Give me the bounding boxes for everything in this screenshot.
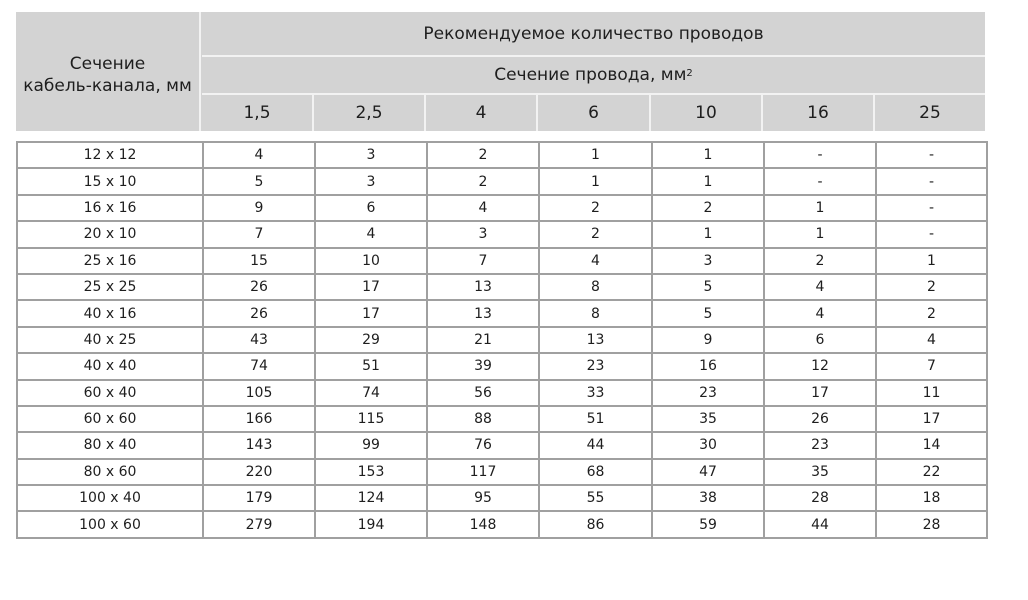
value-cell: 2 — [427, 168, 539, 194]
value-cell: 166 — [203, 406, 315, 432]
row-section-cell: 40 x 25 — [17, 327, 203, 353]
value-cell: 1 — [876, 248, 987, 274]
row-header-label-line2: кабель-канала, мм — [23, 75, 192, 96]
row-section-cell: 25 x 16 — [17, 248, 203, 274]
value-cell: 1 — [652, 168, 764, 194]
value-cell: 2 — [539, 195, 652, 221]
column-header: 1,5 — [202, 95, 314, 131]
value-cell: 43 — [203, 327, 315, 353]
row-section-cell: 60 x 40 — [17, 380, 203, 406]
value-cell: 153 — [315, 459, 427, 485]
value-cell: - — [764, 168, 876, 194]
value-cell: 2 — [427, 142, 539, 168]
row-section-cell: 12 x 12 — [17, 142, 203, 168]
value-cell: 279 — [203, 511, 315, 537]
row-section-cell: 16 x 16 — [17, 195, 203, 221]
value-cell: 3 — [427, 221, 539, 247]
value-cell: 22 — [876, 459, 987, 485]
value-cell: 1 — [539, 168, 652, 194]
value-cell: 7 — [876, 353, 987, 379]
value-cell: 76 — [427, 432, 539, 458]
value-cell: 9 — [652, 327, 764, 353]
value-cell: 16 — [652, 353, 764, 379]
value-cell: 51 — [315, 353, 427, 379]
column-header: 2,5 — [314, 95, 426, 131]
value-cell: 1 — [764, 221, 876, 247]
table-header — [16, 12, 985, 131]
table-row — [17, 353, 987, 379]
value-cell: 117 — [427, 459, 539, 485]
value-cell: 3 — [315, 142, 427, 168]
value-cell: 4 — [203, 142, 315, 168]
value-cell: 51 — [539, 406, 652, 432]
row-section-cell: 20 x 10 — [17, 221, 203, 247]
subtitle-superscript: 2 — [686, 67, 693, 79]
value-cell: 6 — [764, 327, 876, 353]
value-cell: 74 — [315, 380, 427, 406]
value-cell: 47 — [652, 459, 764, 485]
value-cell: 2 — [876, 274, 987, 300]
value-cell: 86 — [539, 511, 652, 537]
table-row — [17, 274, 987, 300]
value-cell: 1 — [764, 195, 876, 221]
value-cell: 17 — [315, 300, 427, 326]
value-cell: 17 — [315, 274, 427, 300]
value-cell: 14 — [876, 432, 987, 458]
value-cell: 194 — [315, 511, 427, 537]
table-row — [17, 485, 987, 511]
value-cell: 13 — [539, 327, 652, 353]
value-cell: 4 — [427, 195, 539, 221]
value-cell: - — [876, 168, 987, 194]
value-cell: 35 — [764, 459, 876, 485]
value-cell: 7 — [203, 221, 315, 247]
value-cell: 29 — [315, 327, 427, 353]
subtitle-text: Сечение провода, мм — [494, 65, 687, 85]
value-cell: 4 — [315, 221, 427, 247]
row-header-label — [16, 12, 201, 131]
table-subtitle — [202, 57, 985, 95]
row-section-cell: 60 x 60 — [17, 406, 203, 432]
value-cell: 9 — [203, 195, 315, 221]
value-cell: 13 — [427, 300, 539, 326]
table-row — [17, 300, 987, 326]
value-cell: 5 — [652, 274, 764, 300]
value-cell: 7 — [427, 248, 539, 274]
value-cell: 18 — [876, 485, 987, 511]
value-cell: 2 — [539, 221, 652, 247]
value-cell: 26 — [203, 274, 315, 300]
value-cell: 11 — [876, 380, 987, 406]
value-cell: 21 — [427, 327, 539, 353]
value-cell: 26 — [203, 300, 315, 326]
table-body — [17, 142, 987, 538]
value-cell: 4 — [764, 274, 876, 300]
table-row — [17, 168, 987, 194]
value-cell: 1 — [539, 142, 652, 168]
value-cell: 23 — [764, 432, 876, 458]
value-cell: 1 — [652, 221, 764, 247]
value-cell: 8 — [539, 274, 652, 300]
value-cell: 15 — [203, 248, 315, 274]
row-header-label-line1: Сечение — [69, 53, 146, 74]
table-row — [17, 380, 987, 406]
data-table — [16, 141, 988, 539]
value-cell: 95 — [427, 485, 539, 511]
column-headers — [202, 95, 985, 131]
table-title: Рекомендуемое количество проводов — [202, 12, 985, 57]
value-cell: 143 — [203, 432, 315, 458]
value-cell: 44 — [764, 511, 876, 537]
value-cell: 5 — [203, 168, 315, 194]
table-row — [17, 327, 987, 353]
value-cell: 124 — [315, 485, 427, 511]
table-row — [17, 459, 987, 485]
column-header: 6 — [538, 95, 651, 131]
value-cell: - — [876, 195, 987, 221]
value-cell: 23 — [539, 353, 652, 379]
row-section-cell: 80 x 60 — [17, 459, 203, 485]
value-cell: 2 — [876, 300, 987, 326]
value-cell: - — [764, 142, 876, 168]
value-cell: 68 — [539, 459, 652, 485]
value-cell: 148 — [427, 511, 539, 537]
value-cell: 115 — [315, 406, 427, 432]
table-row — [17, 221, 987, 247]
value-cell: 4 — [876, 327, 987, 353]
value-cell: 179 — [203, 485, 315, 511]
row-section-cell: 25 x 25 — [17, 274, 203, 300]
value-cell: 3 — [652, 248, 764, 274]
value-cell: 2 — [652, 195, 764, 221]
value-cell: 33 — [539, 380, 652, 406]
value-cell: 35 — [652, 406, 764, 432]
column-header: 25 — [919, 103, 941, 123]
row-section-cell: 40 x 16 — [17, 300, 203, 326]
table-row — [17, 406, 987, 432]
value-cell: 17 — [876, 406, 987, 432]
value-cell: 10 — [315, 248, 427, 274]
value-cell: 2 — [764, 248, 876, 274]
value-cell: 38 — [652, 485, 764, 511]
table-row — [17, 142, 987, 168]
value-cell: 4 — [539, 248, 652, 274]
value-cell: 105 — [203, 380, 315, 406]
value-cell: 26 — [764, 406, 876, 432]
value-cell: 13 — [427, 274, 539, 300]
value-cell: 6 — [315, 195, 427, 221]
value-cell: 4 — [764, 300, 876, 326]
row-section-cell: 40 x 40 — [17, 353, 203, 379]
value-cell: - — [876, 142, 987, 168]
value-cell: 44 — [539, 432, 652, 458]
value-cell: 23 — [652, 380, 764, 406]
value-cell: - — [876, 221, 987, 247]
table-row — [17, 248, 987, 274]
value-cell: 5 — [652, 300, 764, 326]
row-section-cell: 15 x 10 — [17, 168, 203, 194]
value-cell: 3 — [315, 168, 427, 194]
row-section-cell: 100 x 40 — [17, 485, 203, 511]
value-cell: 28 — [764, 485, 876, 511]
value-cell: 59 — [652, 511, 764, 537]
value-cell: 99 — [315, 432, 427, 458]
table-row — [17, 195, 987, 221]
column-header: 4 — [426, 95, 538, 131]
value-cell: 74 — [203, 353, 315, 379]
value-cell: 56 — [427, 380, 539, 406]
row-section-cell: 80 x 40 — [17, 432, 203, 458]
value-cell: 220 — [203, 459, 315, 485]
value-cell: 17 — [764, 380, 876, 406]
value-cell: 30 — [652, 432, 764, 458]
column-header: 16 — [763, 95, 875, 131]
value-cell: 88 — [427, 406, 539, 432]
value-cell: 8 — [539, 300, 652, 326]
column-header: 10 — [651, 95, 763, 131]
value-cell: 1 — [652, 142, 764, 168]
value-cell: 12 — [764, 353, 876, 379]
value-cell: 28 — [876, 511, 987, 537]
value-cell: 39 — [427, 353, 539, 379]
row-section-cell: 100 x 60 — [17, 511, 203, 537]
table-row — [17, 511, 987, 537]
value-cell: 55 — [539, 485, 652, 511]
table-row — [17, 432, 987, 458]
